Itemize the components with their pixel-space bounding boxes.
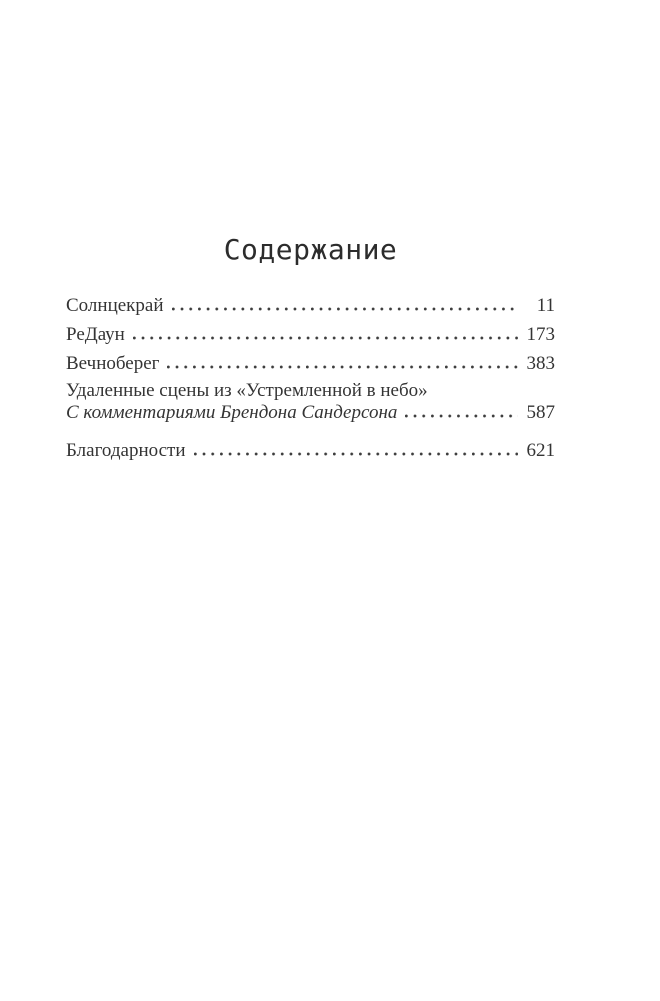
toc-list (66, 291, 555, 465)
toc-entry (66, 349, 555, 378)
toc-entry-label: РеДаун (66, 324, 125, 345)
toc-entry-label: Вечноберег (66, 353, 160, 374)
toc-page-number: 383 (526, 353, 555, 374)
toc-entry-sublabel: С комментариями Брендона Сандерсона (66, 402, 398, 423)
toc-page-number: 621 (526, 440, 555, 461)
dot-leader (133, 336, 518, 340)
dot-leader (172, 307, 518, 311)
dot-leader (405, 414, 518, 418)
toc-entry (66, 378, 555, 423)
page-title: Содержание (223, 233, 398, 266)
toc-page-number: 173 (526, 324, 555, 345)
toc-entry (66, 436, 555, 465)
toc-entry-label: Благодарности (66, 440, 186, 461)
toc-entry (66, 291, 555, 320)
toc-page-number: 587 (526, 402, 555, 423)
dot-leader (167, 365, 518, 369)
dot-leader (194, 452, 519, 456)
toc-entry-subtitle-row (66, 403, 555, 423)
toc-entry-label: Солнцекрай (66, 295, 164, 316)
toc-entry-label: Удаленные сцены из «Устремленной в небо» (66, 380, 428, 401)
toc-entry (66, 320, 555, 349)
toc-page-number: 11 (536, 295, 555, 316)
